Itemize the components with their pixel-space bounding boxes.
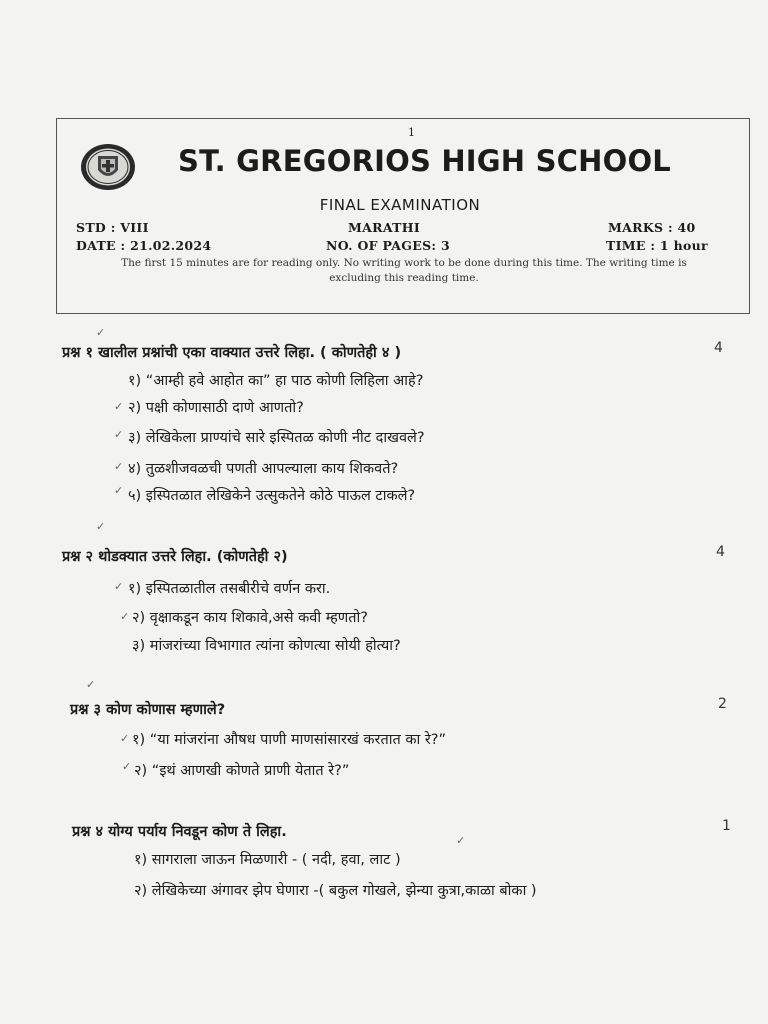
- question-3-heading: प्रश्न ३ कोण कोणास म्हणाले?: [70, 702, 226, 718]
- check-mark-icon: ✓: [96, 326, 106, 339]
- question-3-item-2: २) “इथं आणखी कोणते प्राणी येतात रे?”: [134, 763, 350, 779]
- question-2-item-3: ३) मांजरांच्या विभागात त्यांना कोणत्या सोयी होत्या?: [132, 638, 401, 654]
- check-mark-icon: ✓: [120, 610, 130, 623]
- question-1-marks: 4: [714, 340, 723, 356]
- instruction-note-line1: The first 15 minutes are for reading only. No writing work to be done during this time. The writing time is: [121, 257, 687, 269]
- question-1-item-5: ५) इस्पितळात लेखिकेने उत्सुकतेने कोठे पाऊल टाकले?: [128, 488, 416, 504]
- question-2-item-2: २) वृक्षाकडून काय शिकावे,असे कवी म्हणतो?: [132, 610, 368, 626]
- question-2-item-1: १) इस्पितळातील तसबीरीचे वर्णन करा.: [128, 581, 331, 597]
- instruction-note: [86, 256, 722, 286]
- check-mark-icon: ✓: [86, 678, 96, 691]
- time-label: TIME : 1 hour: [606, 238, 708, 253]
- question-3-marks: 2: [718, 696, 727, 712]
- exam-title: FINAL EXAMINATION: [319, 196, 481, 214]
- check-mark-icon: ✓: [122, 760, 132, 773]
- question-1-item-2: २) पक्षी कोणासाठी दाणे आणतो?: [128, 400, 304, 416]
- check-mark-icon: ✓: [120, 732, 130, 745]
- school-crest-logo: [80, 142, 136, 192]
- question-2-marks: 4: [716, 544, 725, 560]
- question-4-heading: प्रश्न ४ योग्य पर्याय निवडून कोण ते लिहा.: [72, 824, 287, 840]
- pages-label: NO. OF PAGES: 3: [326, 238, 450, 253]
- question-3-item-1: १) “या मांजरांना औषध पाणी माणसांसारखं करतात का रे?”: [132, 732, 446, 748]
- question-1-heading: प्रश्न १ खालील प्रश्नांची एका वाक्यात उत्तरे लिहा. ( कोणतेही ४ ): [62, 345, 402, 361]
- question-1-item-1: १) “आम्ही हवे आहोत का” हा पाठ कोणी लिहिला आहे?: [128, 373, 424, 389]
- check-mark-icon: ✓: [456, 834, 466, 847]
- date-label: DATE : 21.02.2024: [76, 238, 212, 253]
- question-2-heading: प्रश्न २ थोडक्यात उत्तरे लिहा. (कोणतेही २): [62, 549, 288, 565]
- question-4-item-1: १) सागराला जाऊन मिळणारी - ( नदी, हवा, लाट ): [134, 852, 401, 868]
- check-mark-icon: ✓: [114, 484, 124, 497]
- question-1-item-4: ४) तुळशीजवळची पणती आपल्याला काय शिकवते?: [128, 461, 399, 477]
- subject-label: MARATHI: [348, 220, 420, 235]
- check-mark-icon: ✓: [114, 400, 124, 413]
- check-mark-icon: ✓: [114, 580, 124, 593]
- instruction-note-line2: excluding this reading time.: [329, 272, 479, 284]
- question-4-item-2: २) लेखिकेच्या अंगावर झेप घेणारा -( बकुल गोखले, झेन्या कुत्रा,काळा बोका ): [134, 883, 537, 899]
- question-4-marks: 1: [722, 818, 731, 834]
- page-number: 1: [408, 126, 415, 139]
- check-mark-icon: ✓: [114, 460, 124, 473]
- check-mark-icon: ✓: [114, 428, 124, 441]
- question-1-item-3: ३) लेखिकेला प्राण्यांचे सारे इस्पितळ कोणी नीट दाखवले?: [128, 430, 425, 446]
- check-mark-icon: ✓: [96, 520, 106, 533]
- std-label: STD : VIII: [76, 220, 149, 235]
- marks-label: MARKS : 40: [608, 220, 696, 235]
- school-name: ST. GREGORIOS HIGH SCHOOL: [178, 144, 671, 178]
